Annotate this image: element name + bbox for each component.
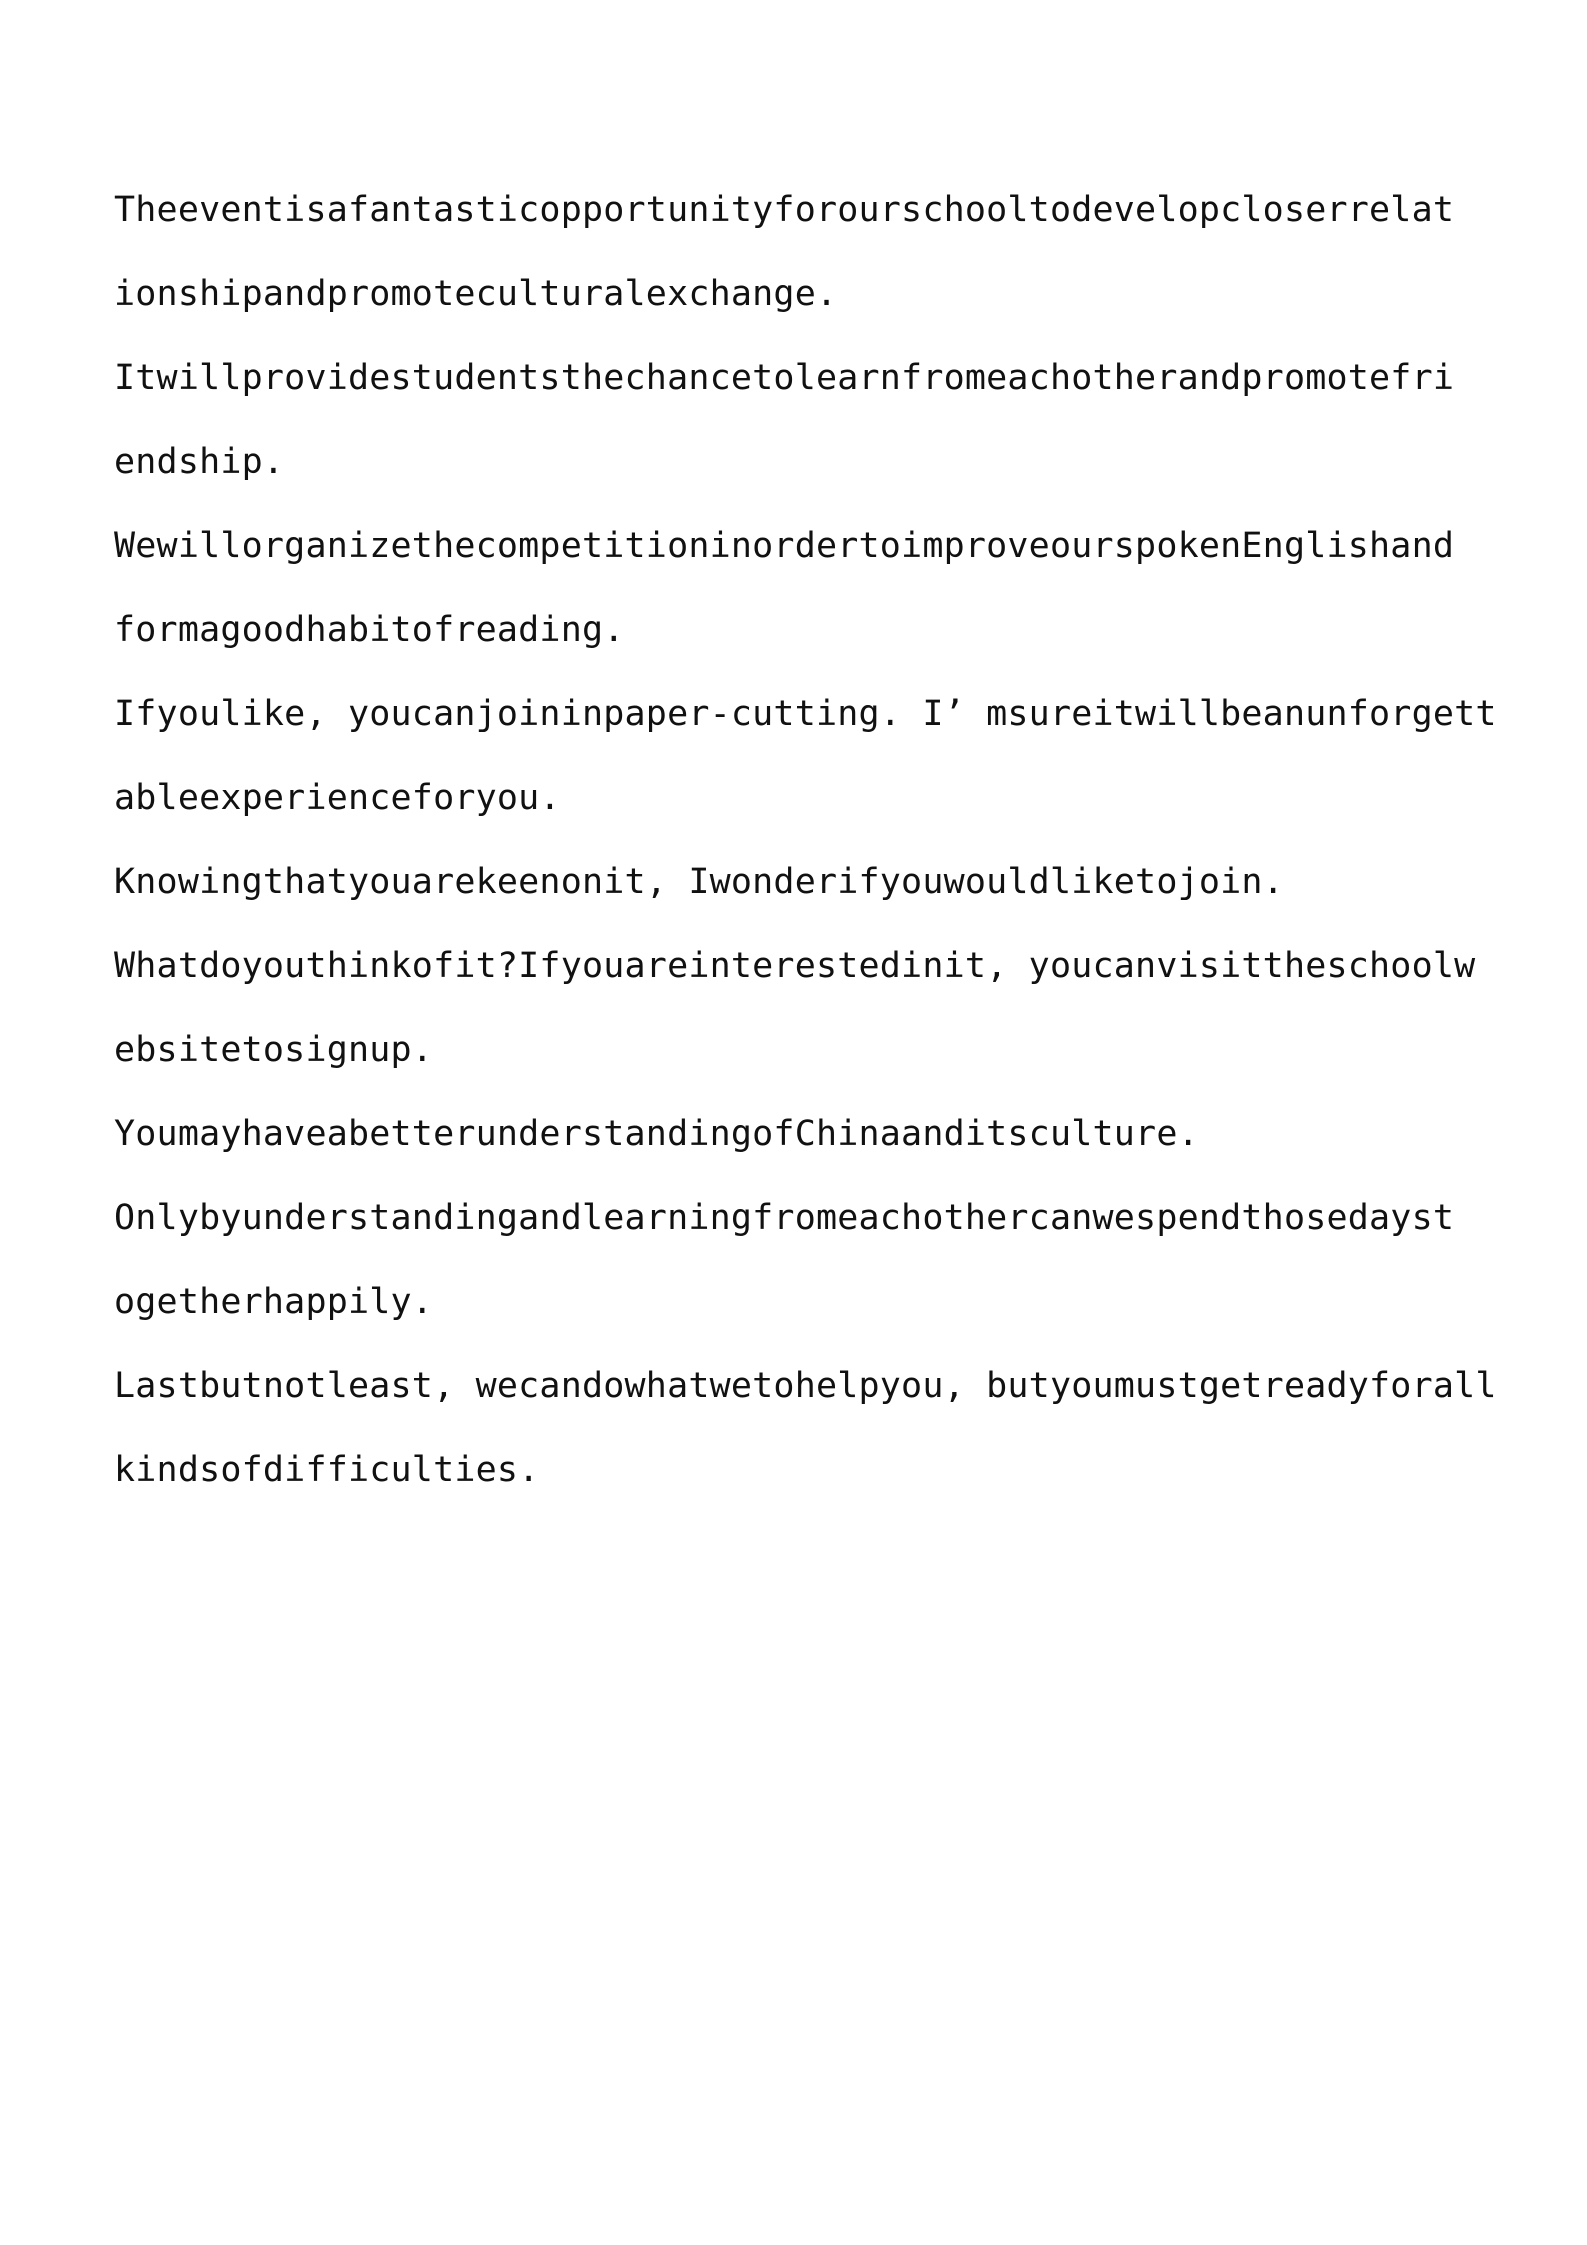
text-line: Ifyoulike, youcanjoininpaper-cutting. I’ msureitwillbeanunforgett [114, 694, 1497, 734]
text-line: WewillorganizethecompetitioninordertoimproveourspokenEnglishand [114, 526, 1455, 566]
text-line: kindsofdifficulties. [114, 1450, 540, 1490]
text-line: Whatdoyouthinkofit?Ifyouareinterestedinit, youcanvisittheschoolw [114, 946, 1476, 986]
text-line: ableexperienceforyou. [114, 778, 561, 818]
text-line: ionshipandpromoteculturalexchange. [114, 274, 838, 314]
text-line: formagoodhabitofreading. [114, 610, 625, 650]
text-line: Lastbutnotleast, wecandowhatwetohelpyou, butyoumustgetreadyforall [114, 1366, 1497, 1406]
document-body [114, 168, 1497, 1512]
text-line: YoumayhaveabetterunderstandingofChinaanditsculture. [114, 1114, 1199, 1154]
text-line: Knowingthatyouarekeenonit, Iwonderifyouwouldliketojoin. [114, 862, 1284, 902]
text-line: Itwillprovidestudentsthechancetolearnfromeachotherandpromotefri [114, 358, 1455, 398]
text-line: Theeventisafantasticopportunityforourschooltodevelopcloserrelat [114, 190, 1455, 230]
text-line: Onlybyunderstandingandlearningfromeachothercanwespendthosedayst [114, 1198, 1455, 1238]
text-line: ogetherhappily. [114, 1282, 434, 1322]
text-line: endship. [114, 442, 285, 482]
text-line: ebsitetosignup. [114, 1030, 434, 1070]
